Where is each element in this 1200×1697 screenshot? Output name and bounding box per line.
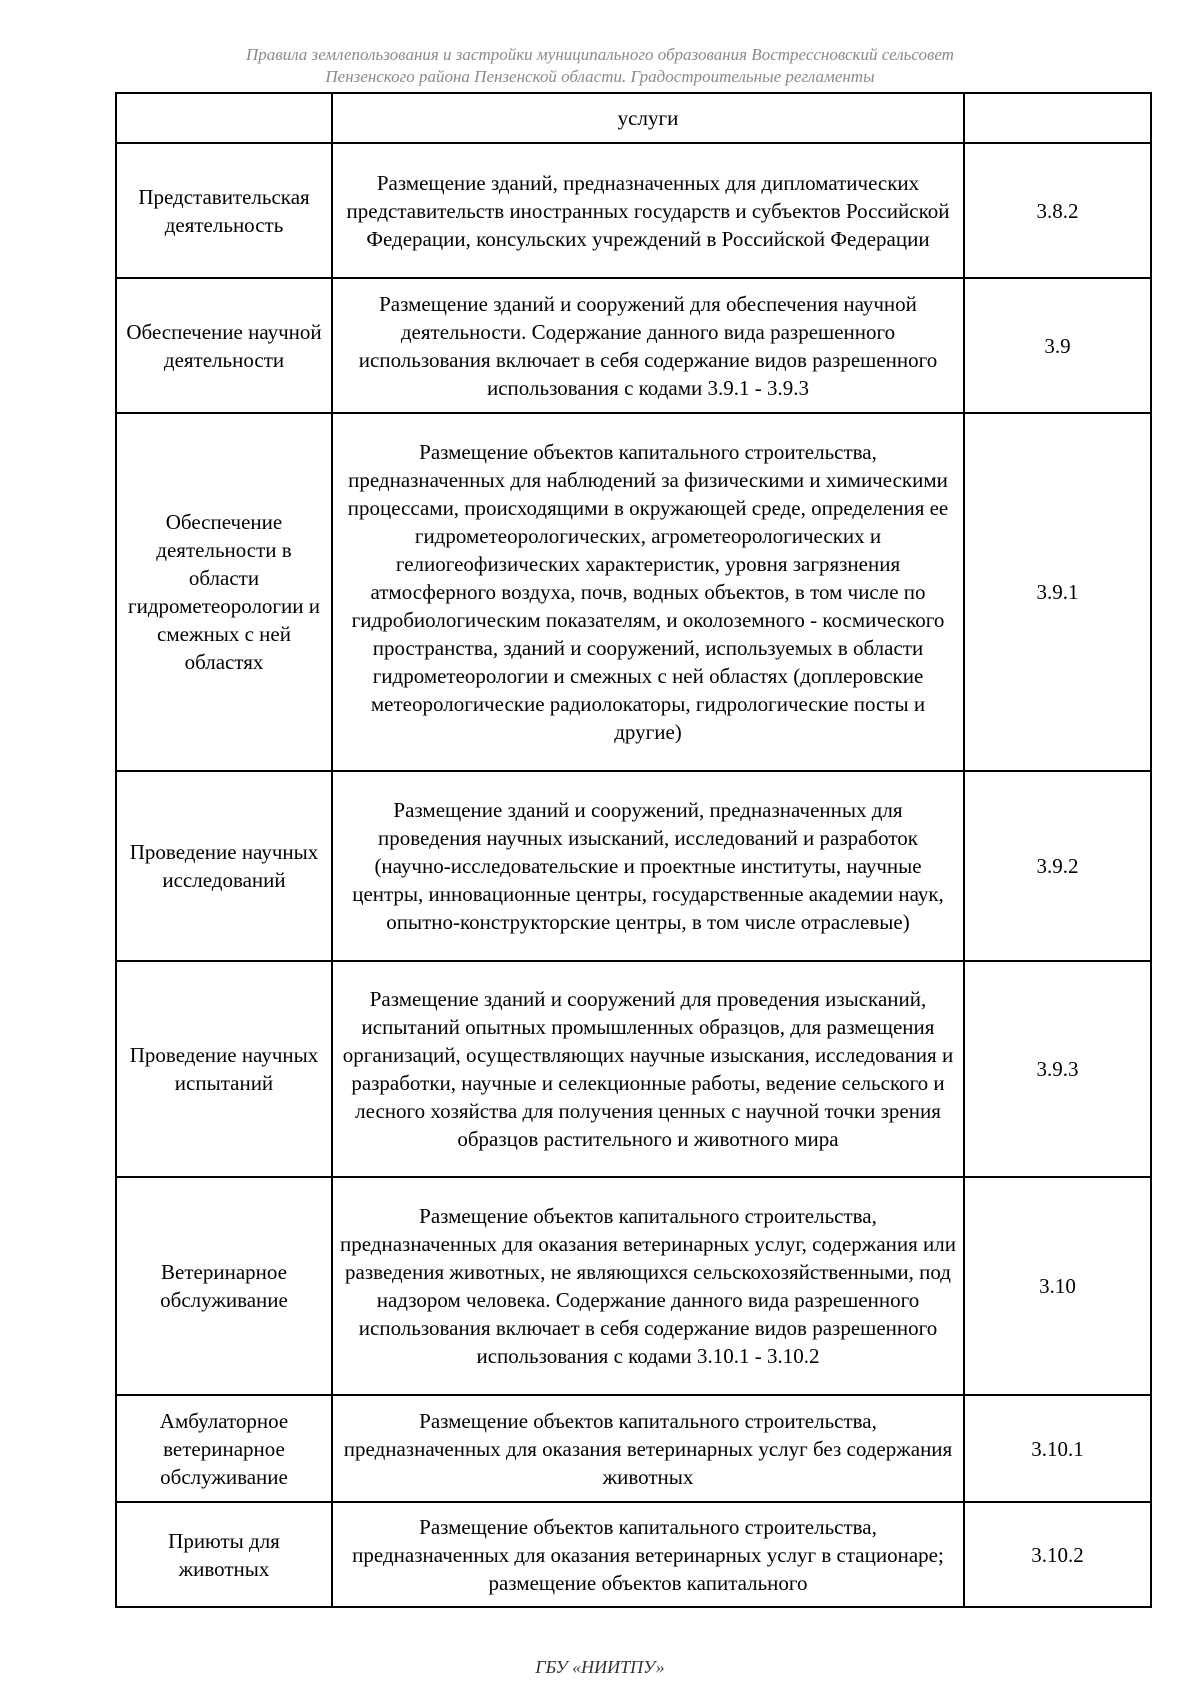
header-line-2: Пензенского района Пензенской области. Градостроительные регламенты — [325, 67, 875, 86]
use-name-cell: Ветеринарное обслуживание — [116, 1177, 332, 1395]
table-row — [116, 1177, 1151, 1395]
use-code-cell: 3.9.1 — [964, 413, 1151, 771]
use-name-cell: Обеспечение деятельности в области гидрометеорологии и смежных с ней областях — [116, 413, 332, 771]
table-row — [116, 93, 1151, 143]
use-name-cell: Обеспечение научной деятельности — [116, 278, 332, 413]
header-line-1: Правила землепользования и застройки муниципального образования Вострессновский сельсовет — [246, 45, 954, 64]
use-name-cell: Представительская деятельность — [116, 143, 332, 278]
use-description-cell: Размещение объектов капитального строительства, предназначенных для наблюдений за физическими и химическими процессами, происходящими в окружающей среде, определения ее гидрометеорологических, агрометеорологических и гелиогеофизических характеристик, уровня загрязнения атмосферного воздуха, почв, водных объектов, в том числе по гидробиологическим показателям, и околоземного - космического пространства, зданий и сооружений, используемых в области гидрометеорологии и смежных с ней областях (доплеровские метеорологические радиолокаторы, гидрологические посты и другие) — [332, 413, 964, 771]
use-code-cell: 3.8.2 — [964, 143, 1151, 278]
table-row — [116, 143, 1151, 278]
running-footer: ГБУ «НИИТПУ» — [535, 1657, 665, 1677]
use-code-cell — [964, 93, 1151, 143]
use-description-cell: Размещение объектов капитального строительства, предназначенных для оказания ветеринарных услуг в стационаре; размещение объектов капитального — [332, 1502, 964, 1607]
use-description-cell: Размещение объектов капитального строительства, предназначенных для оказания ветеринарных услуг, содержания или разведения животных, не являющихся сельскохозяйственными, под надзором человека. Содержание данного вида разрешенного использования включает в себя содержание видов разрешенного использования с кодами 3.10.1 - 3.10.2 — [332, 1177, 964, 1395]
use-name-cell: Проведение научных исследований — [116, 771, 332, 961]
use-description-cell: Размещение зданий и сооружений, предназначенных для проведения научных изысканий, исследований и разработок (научно-исследовательские и проектные институты, научные центры, инновационные центры, государственные академии наук, опытно-конструкторские центры, в том числе отраслевые) — [332, 771, 964, 961]
table-row — [116, 1395, 1151, 1502]
table-row — [116, 771, 1151, 961]
use-code-cell: 3.9.3 — [964, 961, 1151, 1177]
use-description-cell: Размещение зданий и сооружений для обеспечения научной деятельности. Содержание данного вида разрешенного использования включает в себя содержание видов разрешенного использования с кодами 3.9.1 - 3.9.3 — [332, 278, 964, 413]
use-description-cell: Размещение объектов капитального строительства, предназначенных для оказания ветеринарных услуг без содержания животных — [332, 1395, 964, 1502]
table-row — [116, 1502, 1151, 1607]
table-row — [116, 413, 1151, 771]
use-code-cell: 3.10 — [964, 1177, 1151, 1395]
use-name-cell — [116, 93, 332, 143]
land-use-table — [115, 92, 1152, 1608]
table-row — [116, 961, 1151, 1177]
use-description-cell: Размещение зданий, предназначенных для дипломатических представительств иностранных государств и субъектов Российской Федерации, консульских учреждений в Российской Федерации — [332, 143, 964, 278]
use-description-cell: Размещение зданий и сооружений для проведения изысканий, испытаний опытных промышленных образцов, для размещения организаций, осуществляющих научные изыскания, исследования и разработки, научные и селекционные работы, ведение сельского и лесного хозяйства для получения ценных с научной точки зрения образцов растительного и животного мира — [332, 961, 964, 1177]
table-row — [116, 278, 1151, 413]
use-code-cell: 3.10.2 — [964, 1502, 1151, 1607]
use-code-cell: 3.9 — [964, 278, 1151, 413]
use-name-cell: Проведение научных испытаний — [116, 961, 332, 1177]
use-description-cell: услуги — [332, 93, 964, 143]
use-code-cell: 3.9.2 — [964, 771, 1151, 961]
use-name-cell: Приюты для животных — [116, 1502, 332, 1607]
running-header — [150, 44, 1050, 88]
use-name-cell: Амбулаторное ветеринарное обслуживание — [116, 1395, 332, 1502]
use-code-cell: 3.10.1 — [964, 1395, 1151, 1502]
